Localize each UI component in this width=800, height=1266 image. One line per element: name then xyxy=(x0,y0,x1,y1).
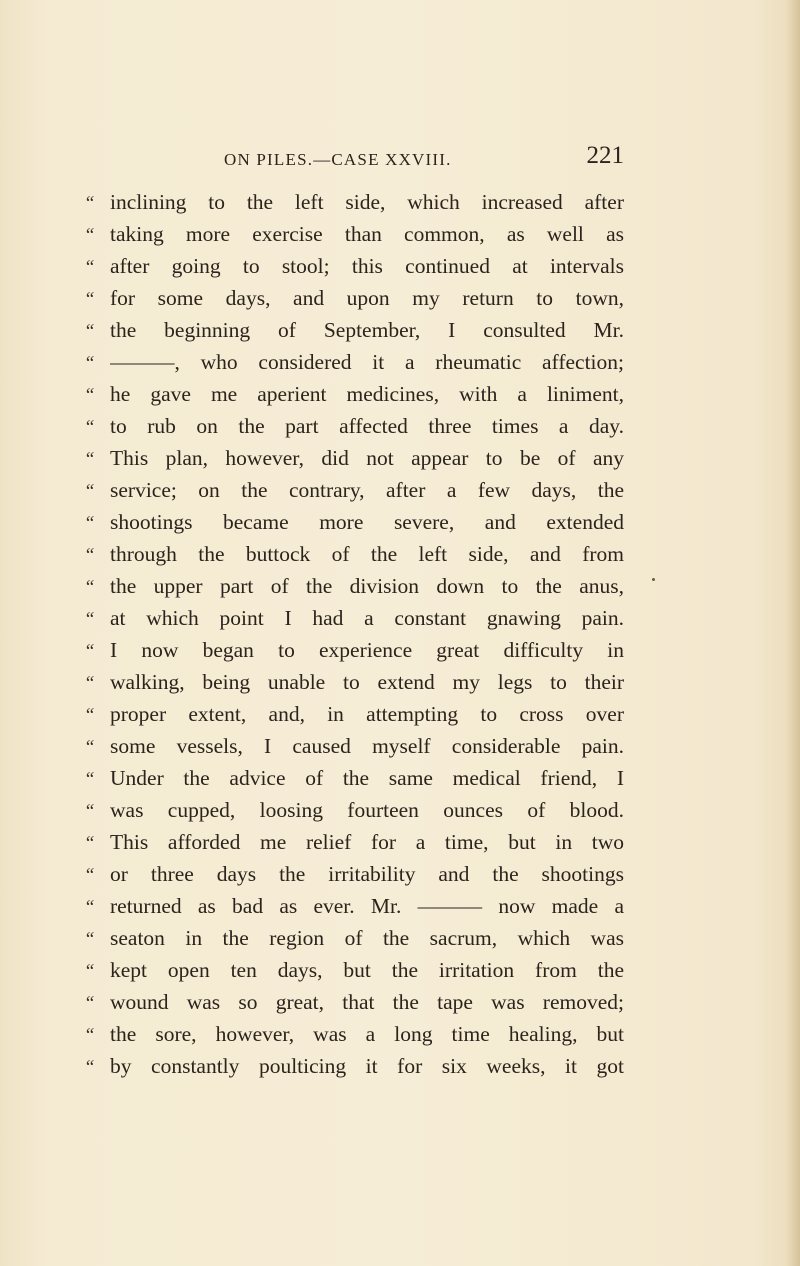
quotation-mark: “ xyxy=(84,961,95,982)
text-line xyxy=(84,314,624,346)
text-line xyxy=(84,762,624,794)
quotation-mark: “ xyxy=(84,385,95,406)
quotation-mark: “ xyxy=(84,193,95,214)
text-line-content: kept open ten days, but the irritation from the xyxy=(110,958,624,982)
quotation-mark: “ xyxy=(84,545,95,566)
quotation-mark: “ xyxy=(84,705,95,726)
quotation-mark: “ xyxy=(84,481,95,502)
text-line-content: was cupped, loosing fourteen ounces of blood. xyxy=(110,798,624,822)
quotation-mark: “ xyxy=(84,1025,95,1046)
text-line-content: I now began to experience great difficulty in xyxy=(110,638,624,662)
quotation-mark: “ xyxy=(84,833,95,854)
quotation-mark: “ xyxy=(84,865,95,886)
text-line xyxy=(84,410,624,442)
text-line xyxy=(84,218,624,250)
text-line xyxy=(84,826,624,858)
text-line-content: ———, who considered it a rheumatic affection; xyxy=(110,350,624,374)
quotation-mark: “ xyxy=(84,897,95,918)
text-line-content: shootings became more severe, and extended xyxy=(110,510,624,534)
text-line-content: by constantly poulticing it for six weeks, it got xyxy=(110,1054,624,1078)
text-line-content: taking more exercise than common, as well as xyxy=(110,222,624,246)
text-line-content: through the buttock of the left side, and from xyxy=(110,542,624,566)
running-head: ON PILES.—CASE XXVIII. xyxy=(224,150,452,169)
text-line xyxy=(84,186,624,218)
quotation-mark: “ xyxy=(84,769,95,790)
quotation-mark: “ xyxy=(84,737,95,758)
text-line-content: at which point I had a constant gnawing pain. xyxy=(110,606,624,630)
quotation-mark: “ xyxy=(84,449,95,470)
text-line xyxy=(84,922,624,954)
text-line xyxy=(84,794,624,826)
text-line xyxy=(84,986,624,1018)
quotation-mark: “ xyxy=(84,929,95,950)
text-line xyxy=(84,1018,624,1050)
text-line-content: seaton in the region of the sacrum, which was xyxy=(110,926,624,950)
quotation-mark: “ xyxy=(84,321,95,342)
text-line-content: This afforded me relief for a time, but in two xyxy=(110,830,624,854)
quotation-mark: “ xyxy=(84,353,95,374)
page-edge-shadow xyxy=(786,0,800,1266)
quotation-mark: “ xyxy=(84,993,95,1014)
text-line xyxy=(84,378,624,410)
page-header xyxy=(84,142,624,180)
text-line xyxy=(84,570,624,602)
quotation-mark: “ xyxy=(84,513,95,534)
text-line xyxy=(84,538,624,570)
text-line xyxy=(84,282,624,314)
body-text xyxy=(84,186,624,1082)
text-line xyxy=(84,666,624,698)
text-line-content: some vessels, I caused myself considerable pain. xyxy=(110,734,624,758)
text-line xyxy=(84,858,624,890)
text-line xyxy=(84,1050,624,1082)
text-line-content: he gave me aperient medicines, with a liniment, xyxy=(110,382,624,406)
quotation-mark: “ xyxy=(84,801,95,822)
text-line xyxy=(84,602,624,634)
quotation-mark: “ xyxy=(84,417,95,438)
quotation-mark: “ xyxy=(84,225,95,246)
text-line xyxy=(84,634,624,666)
quotation-mark: “ xyxy=(84,641,95,662)
quotation-mark: “ xyxy=(84,1057,95,1078)
text-line-content: or three days the irritability and the shootings xyxy=(110,862,624,886)
text-line xyxy=(84,890,624,922)
text-line-content: inclining to the left side, which increased after xyxy=(110,190,624,214)
text-line xyxy=(84,346,624,378)
text-line-content: proper extent, and, in attempting to cross over xyxy=(110,702,624,726)
text-line-content: after going to stool; this continued at intervals xyxy=(110,254,624,278)
quotation-mark: “ xyxy=(84,289,95,310)
text-line xyxy=(84,442,624,474)
text-line xyxy=(84,698,624,730)
quotation-mark: “ xyxy=(84,609,95,630)
text-line-content: to rub on the part affected three times a day. xyxy=(110,414,624,438)
text-line-content: for some days, and upon my return to town, xyxy=(110,286,624,310)
paper-speck xyxy=(652,578,655,581)
page-number: 221 xyxy=(586,142,624,169)
text-line-content: the upper part of the division down to the anus, xyxy=(110,574,624,598)
text-line xyxy=(84,730,624,762)
quotation-mark: “ xyxy=(84,673,95,694)
text-line-content: Under the advice of the same medical friend, I xyxy=(110,766,624,790)
text-line-content: returned as bad as ever. Mr. ——— now made a xyxy=(110,894,624,918)
text-line xyxy=(84,250,624,282)
text-line-content: the sore, however, was a long time healing, but xyxy=(110,1022,624,1046)
text-line-content: This plan, however, did not appear to be of any xyxy=(110,446,624,470)
quotation-mark: “ xyxy=(84,577,95,598)
text-line xyxy=(84,474,624,506)
text-line xyxy=(84,506,624,538)
quotation-mark: “ xyxy=(84,257,95,278)
text-line-content: walking, being unable to extend my legs to their xyxy=(110,670,624,694)
text-line-content: wound was so great, that the tape was removed; xyxy=(110,990,624,1014)
text-line xyxy=(84,954,624,986)
text-line-content: service; on the contrary, after a few days, the xyxy=(110,478,624,502)
text-line-content: the beginning of September, I consulted Mr. xyxy=(110,318,624,342)
